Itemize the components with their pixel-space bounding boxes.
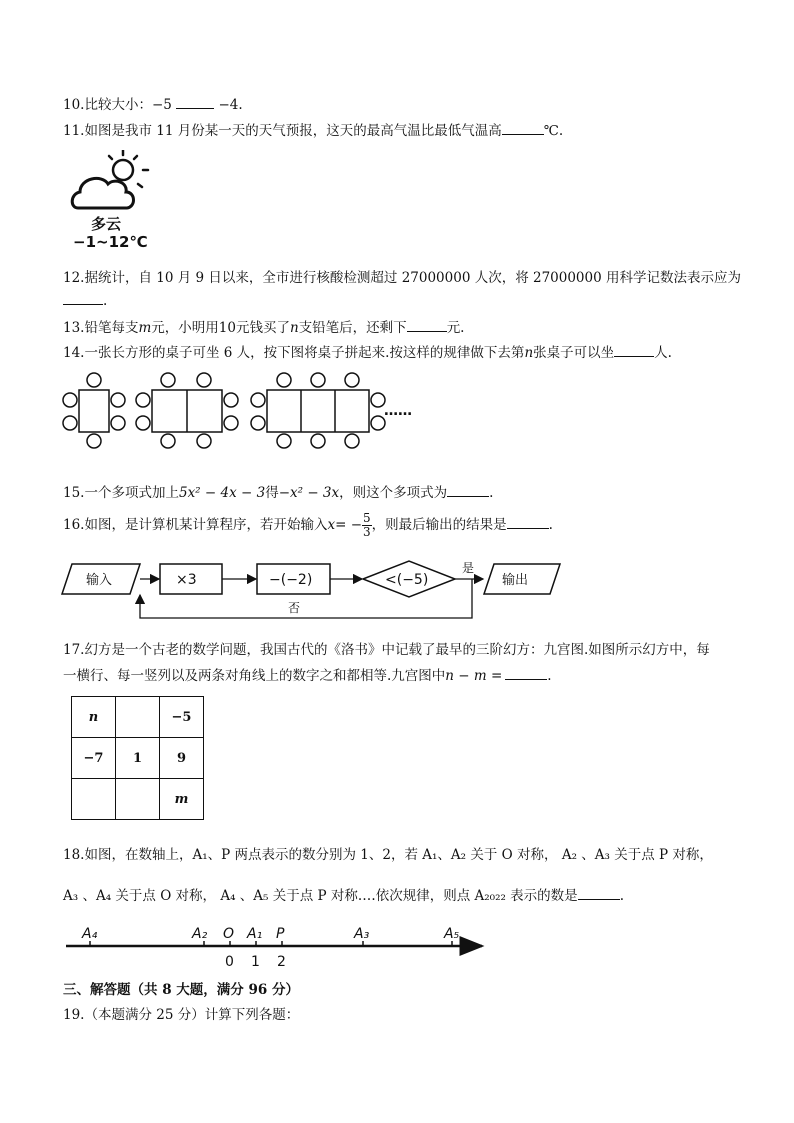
polynomial-1: 5x² − 4x − 3 — [178, 485, 266, 501]
answer-blank[interactable] — [578, 886, 620, 900]
section-title: 三、解答题（共 8 大题，满分 96 分） — [63, 982, 299, 998]
magic-square — [71, 696, 204, 820]
table-3 — [267, 390, 369, 432]
grid-cell — [116, 779, 160, 820]
tick-label-0: 0 — [225, 954, 234, 970]
polynomial-2: −x² − 3x — [278, 485, 340, 501]
ellipsis: …… — [384, 403, 412, 419]
step2-label: −(−2) — [269, 572, 313, 588]
tables-pattern-figure — [62, 370, 422, 450]
grid-cell: m — [160, 779, 204, 820]
answer-blank[interactable] — [507, 515, 549, 529]
question-10: 10.比较大小：−5 −4. — [63, 97, 243, 113]
grid-cell: n — [72, 697, 116, 738]
point-label-a1: A₁ — [247, 926, 263, 942]
question-14: 14.一张长方形的桌子可坐 6 人，按下图将桌子拼起来.按这样的规律做下去第n张桌子可以坐 人. — [63, 345, 672, 361]
question-17-line2: 一横行、每一竖列以及两条对角线上的数字之和都相等.九宫图中n − m = . — [63, 668, 552, 684]
answer-blank[interactable] — [505, 666, 547, 680]
yes-label: 是 — [462, 561, 475, 575]
weather-label: 多云 — [91, 215, 122, 233]
condition-label: <(−5) — [385, 572, 429, 588]
question-12-answer: . — [63, 291, 107, 309]
number-line — [62, 918, 492, 974]
point-label-p: P — [276, 926, 285, 942]
question-15: 15.一个多项式加上5x² − 4x − 3得−x² − 3x，则这个多项式为 . — [63, 485, 494, 501]
output-label: 输出 — [502, 573, 529, 588]
question-11: 11.如图是我市 11 月份某一天的天气预报，这天的最高气温比最低气温高 ℃. — [63, 123, 564, 139]
grid-cell — [72, 779, 116, 820]
tick-label-1: 1 — [251, 954, 260, 970]
question-12: 12.据统计，自 10 月 9 日以来，全市进行核酸检测超过 27000000 人次，将 27000000 用科学记数法表示应为 — [63, 270, 741, 286]
fraction: $\frac{5}{3}$ — [363, 511, 371, 539]
grid-cell: 1 — [116, 738, 160, 779]
answer-blank[interactable] — [502, 121, 544, 135]
tick-label-2: 2 — [277, 954, 286, 970]
question-18-line2: A₃ 、A₄ 关于点 O 对称， A₄ 、A₅ 关于点 P 对称.…依次规律，则点 A₂₀₂₂ 表示的数是 . — [63, 888, 624, 904]
table-1 — [79, 390, 109, 432]
point-label-a2: A₂ — [192, 926, 208, 942]
answer-blank[interactable] — [63, 291, 103, 305]
question-13: 13.铅笔每支m元，小明用10元钱买了n支铅笔后，还剩下 元. — [63, 320, 465, 336]
input-label: 输入 — [86, 573, 113, 588]
partly-cloudy-icon — [72, 150, 148, 208]
grid-cell: 9 — [160, 738, 204, 779]
point-label-a3: A₃ — [354, 926, 370, 942]
question-18-line1: 18.如图，在数轴上，A₁、P 两点表示的数分别为 1、2，若 A₁、A₂ 关于 O 对称， A₂ 、A₃ 关于点 P 对称， — [63, 847, 713, 863]
point-label-o: O — [223, 926, 235, 942]
weather-forecast-figure — [68, 150, 158, 248]
point-label-a4: A₄ — [82, 926, 98, 942]
grid-cell: −5 — [160, 697, 204, 738]
grid-cell: −7 — [72, 738, 116, 779]
question-17-line1: 17.幻方是一个古老的数学问题，我国古代的《洛书》中记载了最早的三阶幻方：九宫图.如图所示幻方中，每 — [63, 642, 710, 658]
question-19: 19.（本题满分 25 分）计算下列各题： — [63, 1007, 300, 1023]
answer-blank[interactable] — [447, 483, 489, 497]
grid-cell — [116, 697, 160, 738]
no-label: 否 — [288, 601, 301, 615]
answer-blank[interactable] — [407, 318, 447, 332]
step1-label: ×3 — [176, 572, 197, 588]
flowchart — [60, 558, 565, 620]
answer-blank[interactable] — [176, 95, 214, 109]
answer-blank[interactable] — [614, 343, 654, 357]
question-16: 16.如图，是计算机某计算程序，若开始输入x= − $\frac{5}{3}$ ，则最后输出的结果是 . — [63, 511, 553, 539]
point-label-a5: A₅ — [444, 926, 460, 942]
temperature-range: −1~12℃ — [73, 233, 148, 248]
